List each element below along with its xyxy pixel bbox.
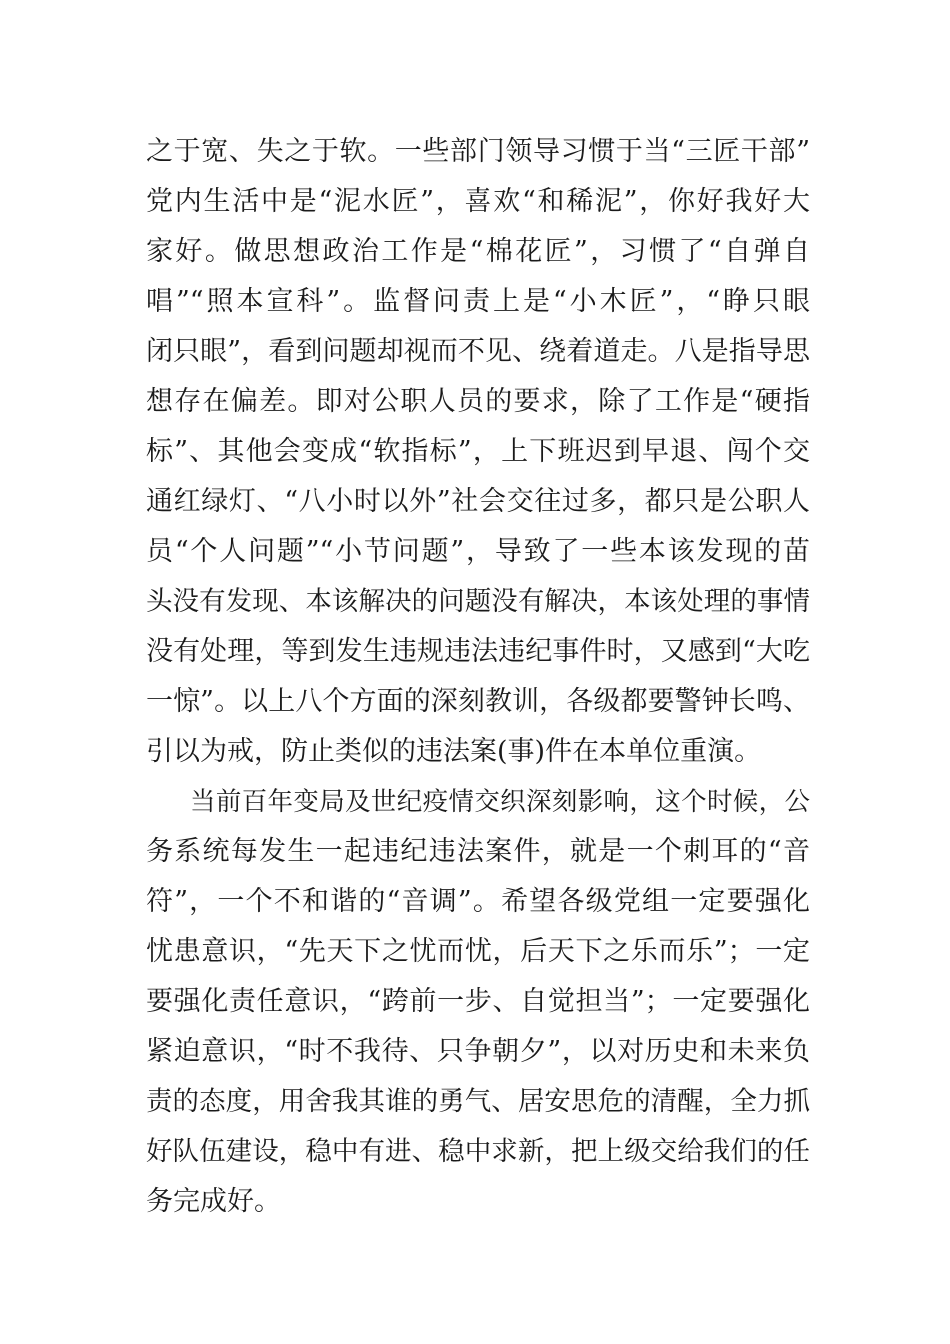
paragraph-1-line-7: 标”、其他会变成“软指标”，上下班迟到早退、闯个交 (146, 436, 810, 467)
paragraph-1-line-10: 头没有发现、本该解决的问题没有解决，本该处理的事情 (146, 586, 810, 617)
paragraph-2-line-3: 符”，一个不和谐的“音调”。希望各级党组一定要强化 (146, 886, 810, 917)
paragraph-1-line-2: 党内生活中是“泥水匠”，喜欢“和稀泥”，你好我好大 (146, 186, 810, 217)
paragraph-1-line-9: 员“个人问题”“小节问题”，导致了一些本该发现的苗 (146, 536, 810, 567)
paragraph-2-line-9: 务完成好。 (146, 1186, 281, 1217)
paragraph-2-line-6: 紧迫意识，“时不我待、只争朝夕”，以对历史和未来负 (146, 1036, 810, 1067)
paragraph-1-line-6: 想存在偏差。即对公职人员的要求，除了工作是“硬指 (146, 386, 810, 417)
paragraph-2-line-2: 务系统每发生一起违纪违法案件，就是一个刺耳的“音 (146, 836, 810, 867)
paragraph-1-line-11: 没有处理，等到发生违规违法违纪事件时，又感到“大吃 (146, 636, 810, 667)
paragraph-2-line-8: 好队伍建设，稳中有进、稳中求新，把上级交给我们的任 (146, 1136, 810, 1167)
paragraph-2-line-5: 要强化责任意识，“跨前一步、自觉担当”；一定要强化 (146, 986, 810, 1017)
paragraph-1-line-8: 通红绿灯、“八小时以外”社会交往过多，都只是公职人 (146, 486, 810, 517)
paragraph-2-line-4: 忧患意识，“先天下之忧而忧，后天下之乐而乐”；一定 (146, 936, 810, 967)
paragraph-1-line-12: 一惊”。以上八个方面的深刻教训，各级都要警钟长鸣、 (146, 686, 810, 717)
paragraph-2-line-7: 责的态度，用舍我其谁的勇气、居安思危的清醒，全力抓 (146, 1086, 810, 1117)
paragraph-1-line-5: 闭只眼”，看到问题却视而不见、绕着道走。八是指导思 (146, 336, 810, 367)
paragraph-2-line-1: 当前百年变局及世纪疫情交织深刻影响，这个时候，公 (190, 787, 810, 817)
paragraph-1-line-3: 家好。做思想政治工作是“棉花匠”，习惯了“自弹自 (146, 236, 810, 267)
paragraph-1-line-4: 唱”“照本宣科”。监督问责上是“小木匠”，“睁只眼 (146, 286, 810, 317)
paragraph-1-line-13: 引以为戒，防止类似的违法案(事)件在本单位重演。 (146, 736, 762, 767)
paragraph-1-line-1: 之于宽、失之于软。一些部门领导习惯于当“三匠干部” (146, 136, 810, 167)
